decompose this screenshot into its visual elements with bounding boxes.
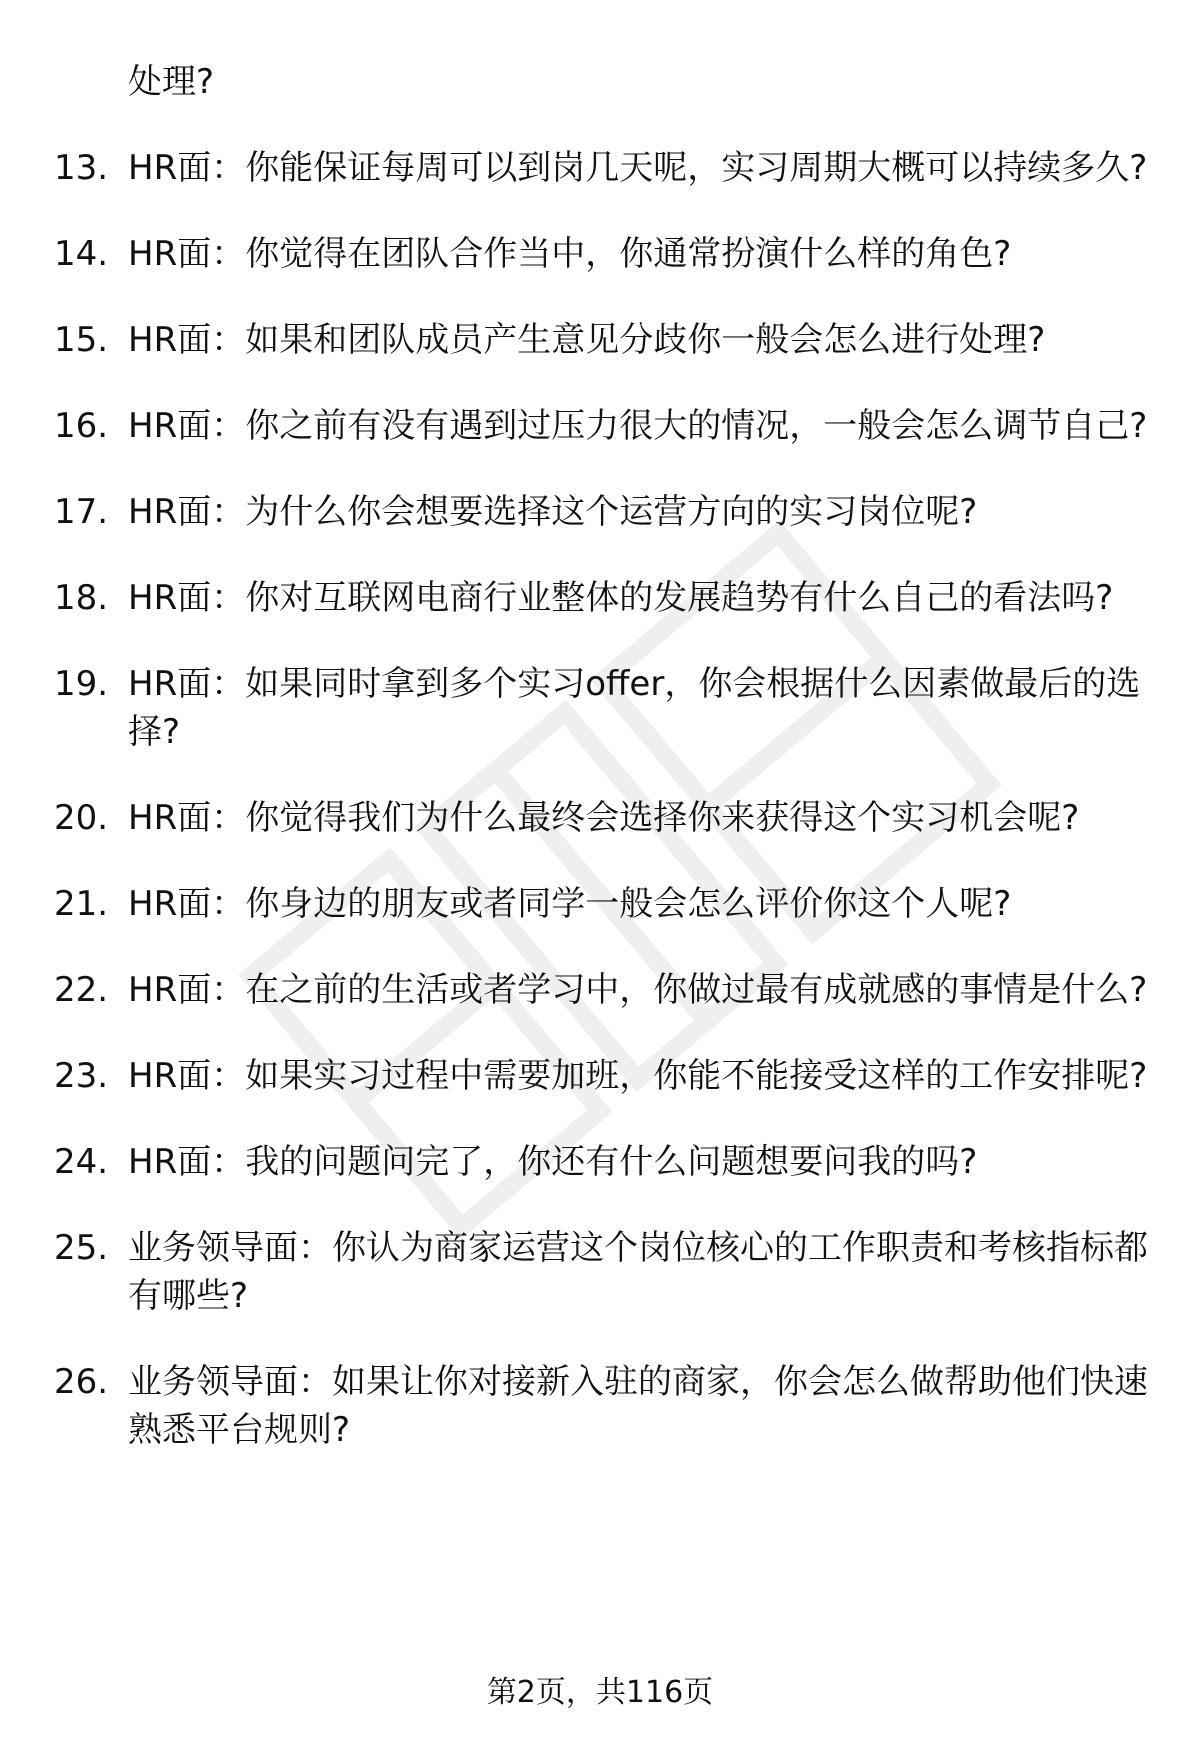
item-number: 25. xyxy=(54,1228,109,1268)
item-text: 业务领导面：你认为商家运营这个岗位核心的工作职责和考核指标都有哪些? xyxy=(128,1228,1148,1316)
list-item xyxy=(0,660,1200,756)
item-number: 15. xyxy=(54,320,109,360)
item-text: HR面：你觉得我们为什么最终会选择你来获得这个实习机会呢? xyxy=(128,798,1080,838)
item-number: 26. xyxy=(54,1362,109,1402)
item-number: 24. xyxy=(54,1142,109,1182)
list-item xyxy=(0,1224,1200,1320)
list-item xyxy=(0,402,1200,450)
list-item xyxy=(0,1358,1200,1454)
item-number: 21. xyxy=(54,884,109,924)
list-item xyxy=(0,230,1200,278)
item-text: HR面：如果实习过程中需要加班，你能不能接受这样的工作安排呢? xyxy=(128,1056,1148,1096)
item-text: HR面：如果和团队成员产生意见分歧你一般会怎么进行处理? xyxy=(128,320,1046,360)
list-item xyxy=(0,488,1200,536)
list-item xyxy=(0,966,1200,1014)
list-item xyxy=(0,1052,1200,1100)
item-text: HR面：你对互联网电商行业整体的发展趋势有什么自己的看法吗? xyxy=(128,578,1114,618)
item-number: 22. xyxy=(54,970,109,1010)
item-number: 16. xyxy=(54,406,109,446)
list-item xyxy=(0,144,1200,192)
page-footer: 第2页，共116页 xyxy=(486,1675,714,1710)
item-text: HR面：你能保证每周可以到岗几天呢，实习周期大概可以持续多久? xyxy=(128,148,1148,188)
item-number: 17. xyxy=(54,492,109,532)
list-item xyxy=(0,1138,1200,1186)
item-text: HR面：你身边的朋友或者同学一般会怎么评价你这个人呢? xyxy=(128,884,1012,924)
item-text: HR面：在之前的生活或者学习中，你做过最有成就感的事情是什么? xyxy=(128,970,1148,1010)
item-number: 14. xyxy=(54,234,109,274)
item-text: HR面：为什么你会想要选择这个运营方向的实习岗位呢? xyxy=(128,492,978,532)
list-item xyxy=(0,316,1200,364)
list-item xyxy=(0,58,1200,106)
item-number: 13. xyxy=(54,148,109,188)
item-number: 19. xyxy=(54,664,109,704)
question-list xyxy=(0,58,1200,1492)
item-text: HR面：如果同时拿到多个实习offer，你会根据什么因素做最后的选择? xyxy=(128,664,1141,752)
item-text: 处理? xyxy=(128,62,215,102)
item-number: 20. xyxy=(54,798,109,838)
list-item xyxy=(0,574,1200,622)
item-text: 业务领导面：如果让你对接新入驻的商家，你会怎么做帮助他们快速熟悉平台规则? xyxy=(128,1362,1148,1450)
item-number: 23. xyxy=(54,1056,109,1096)
list-item xyxy=(0,880,1200,928)
item-number: 18. xyxy=(54,578,109,618)
item-text: HR面：你觉得在团队合作当中，你通常扮演什么样的角色? xyxy=(128,234,1012,274)
item-text: HR面：我的问题问完了，你还有什么问题想要问我的吗? xyxy=(128,1142,978,1182)
list-item xyxy=(0,794,1200,842)
item-text: HR面：你之前有没有遇到过压力很大的情况，一般会怎么调节自己? xyxy=(128,406,1148,446)
